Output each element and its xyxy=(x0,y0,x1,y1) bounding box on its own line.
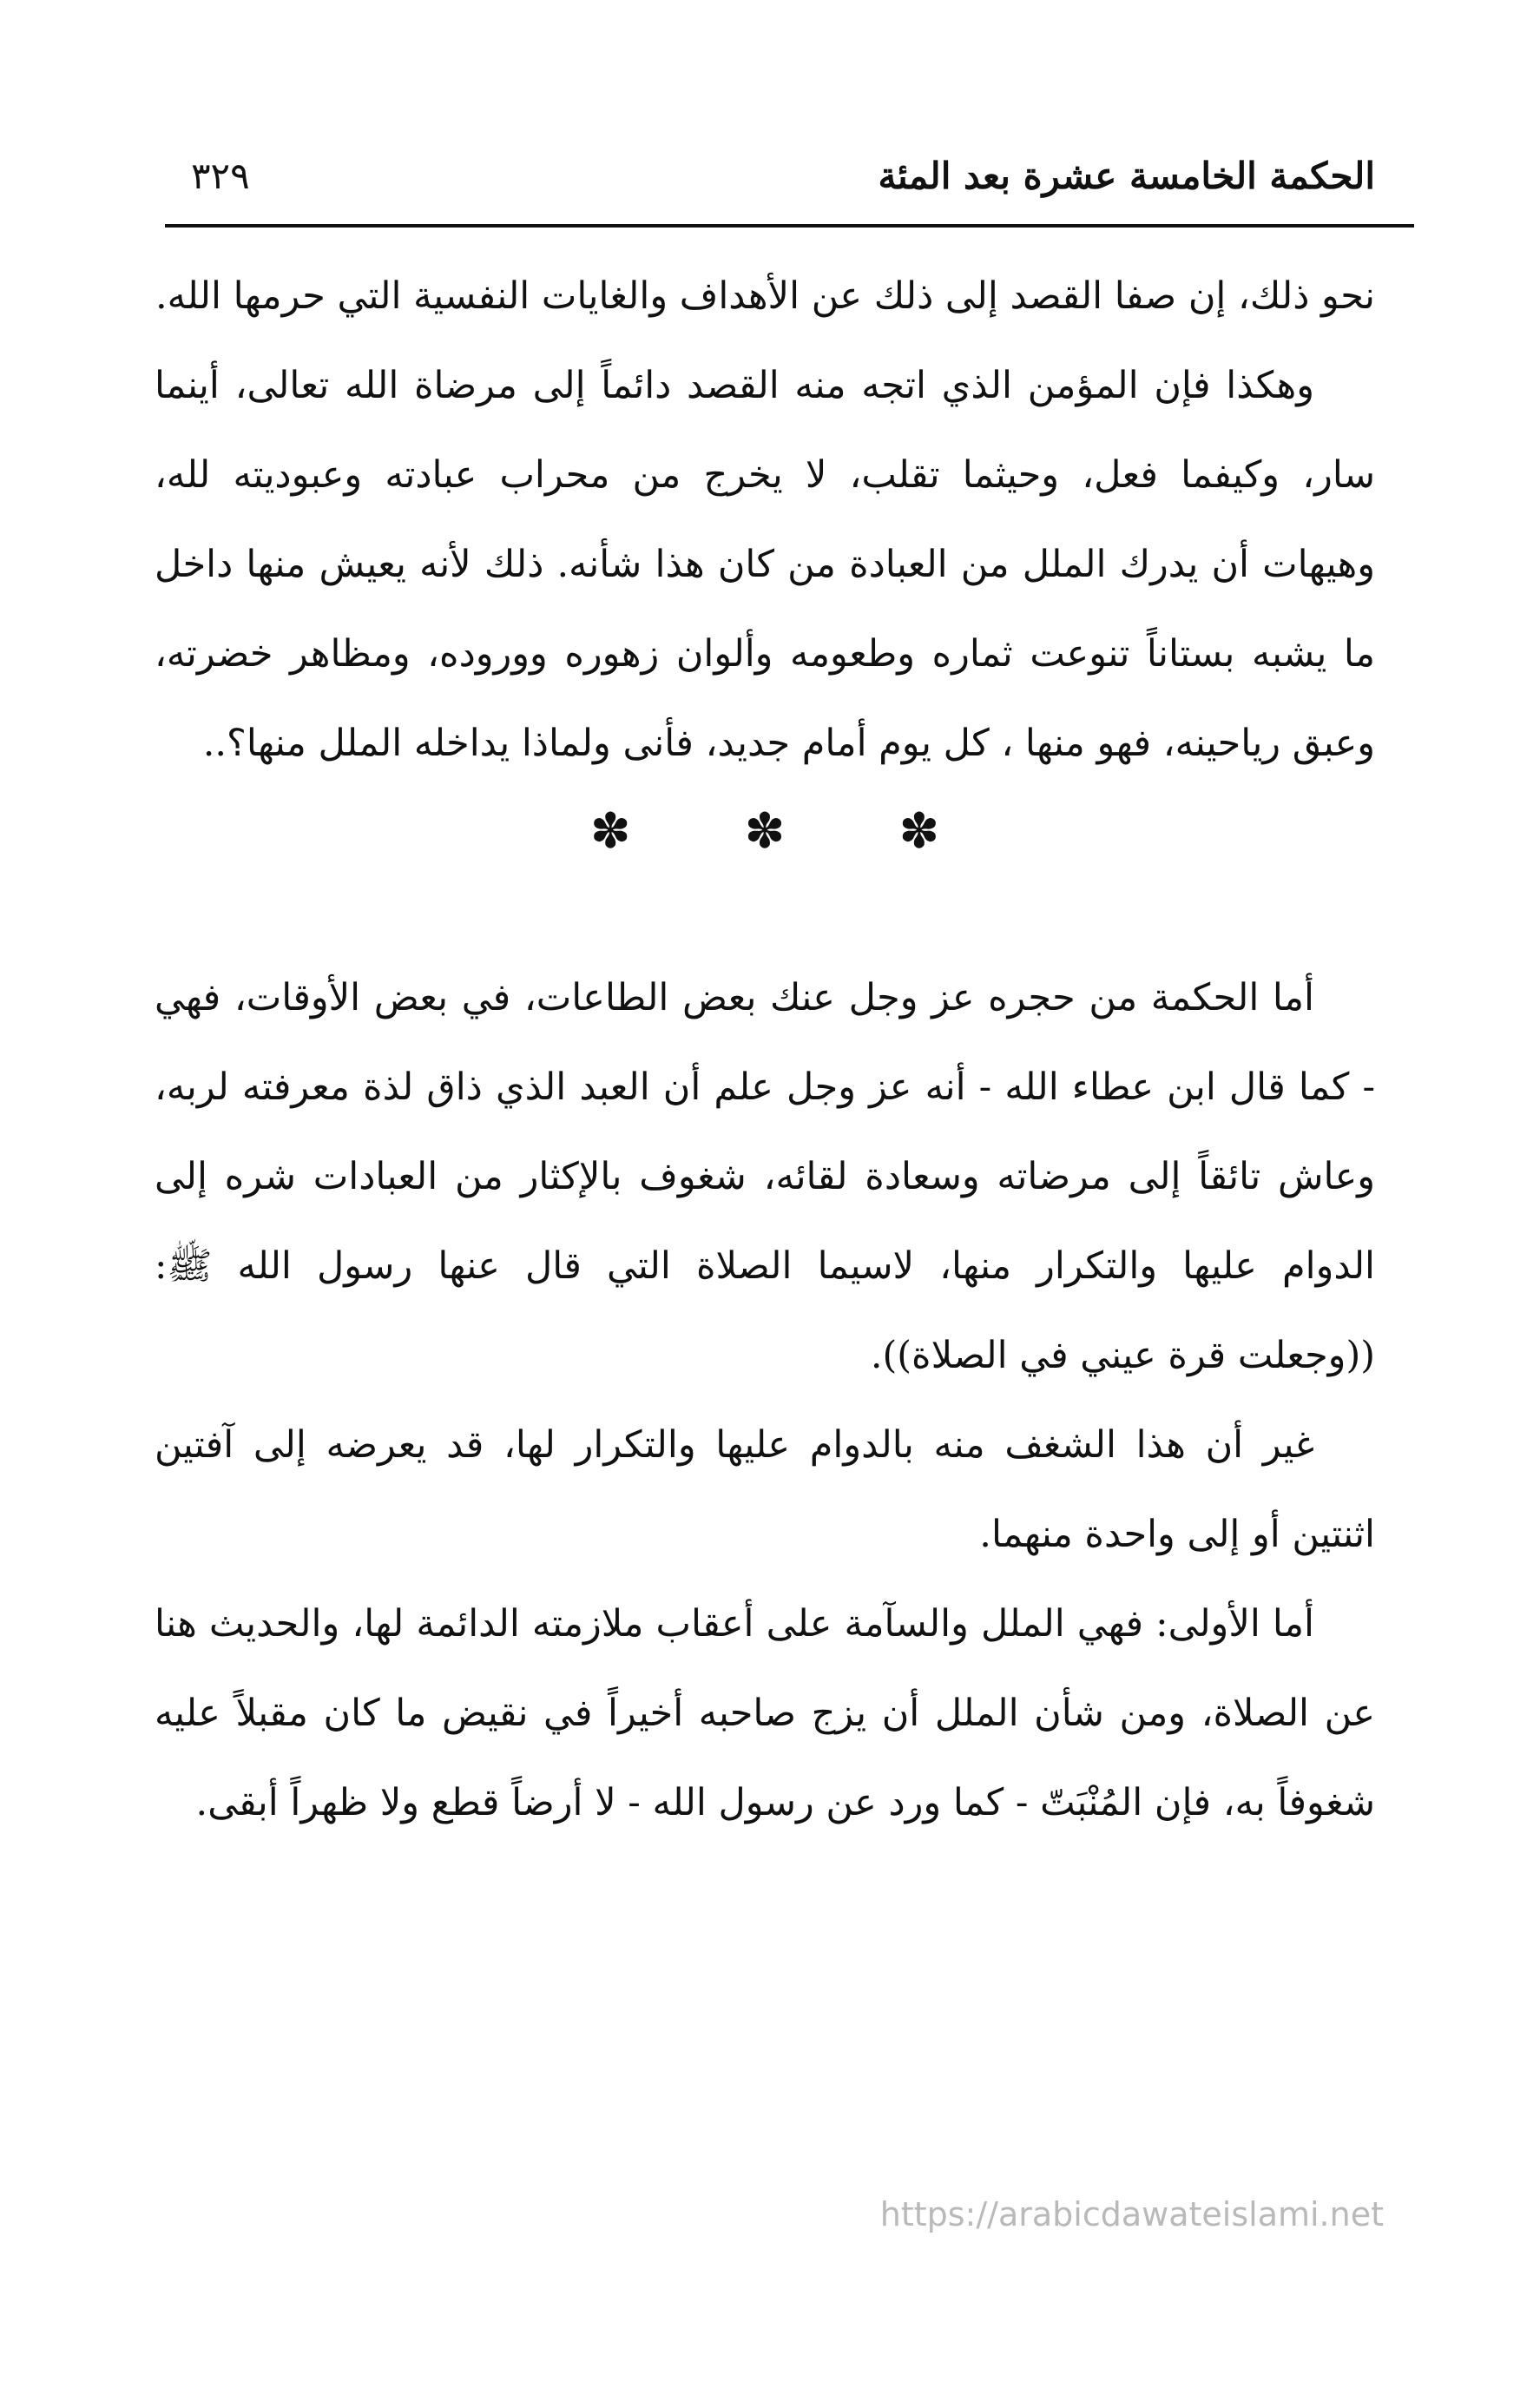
paragraph-3: أما الحكمة من حجره عز وجل عنك بعض الطاعات، في بعض الأوقات، فهي - كما قال ابن عطاء الله - أنه عز وجل علم أن العبد الذي ذاق لذة معرفته لربه، وعاش تائقاً إلى مرضاته وسعادة لقائه، شغوف بالإكثار من العبادات شره إلى الدوام عليها والتكرار منها، لاسيما الصلاة التي قال عنها رسول الله ﷺ: ((وجعلت قرة عيني في الصلاة)). xyxy=(155,976,1375,1377)
separator-star-icon: ✽ xyxy=(589,803,631,860)
paragraph-4: غير أن هذا الشغف منه بالدوام عليها والتكرار لها، قد يعرضه إلى آفتين اثنتين أو إلى واحدة منهما. xyxy=(155,1423,1375,1556)
page-body xyxy=(155,252,1375,1848)
watermark-url: https://arabicdawateislami.net xyxy=(879,2195,1384,2233)
paragraph-1: نحو ذلك، إن صفا القصد إلى ذلك عن الأهداف والغايات النفسية التي حرمها الله. xyxy=(155,274,1375,318)
paragraph-5: أما الأولى: فهي الملل والسآمة على أعقاب ملازمته الدائمة لها، والحديث هنا عن الصلاة، ومن شأن الملل أن يزج صاحبه أخيراً في نقيض ما كان مقبلاً عليه شغوفاً به، فإن المُنْبَتّ - كما ورد عن رسول الله - لا أرضاً قطع ولا ظهراً أبقى. xyxy=(155,1602,1375,1824)
separator-star-icon: ✽ xyxy=(744,803,786,860)
page-number: ٣٢٩ xyxy=(191,155,250,197)
separator-star-icon: ✽ xyxy=(898,803,940,860)
page-header xyxy=(165,148,1375,208)
chapter-title: الحكمة الخامسة عشرة بعد المئة xyxy=(878,155,1375,197)
section-gap xyxy=(155,901,1375,953)
header-divider xyxy=(165,224,1414,228)
paragraph-2: وهكذا فإن المؤمن الذي اتجه منه القصد دائماً إلى مرضاة الله تعالى، أينما سار، وكيفما فعل، وحيثما تقلب، لا يخرج من محراب عبادته وعبوديته لله، وهيهات أن يدرك الملل من العبادة من كان هذا شأنه. ذلك لأنه يعيش منها داخل ما يشبه بستاناً تنوعت ثماره وطعومه وألوان زهوره ووروده، ومظاهر خضرته، وعبق رياحينه، فهو منها ، كل يوم أمام جديد، فأنى ولماذا يداخله الملل منها؟.. xyxy=(155,364,1375,765)
section-separator xyxy=(155,788,1375,901)
